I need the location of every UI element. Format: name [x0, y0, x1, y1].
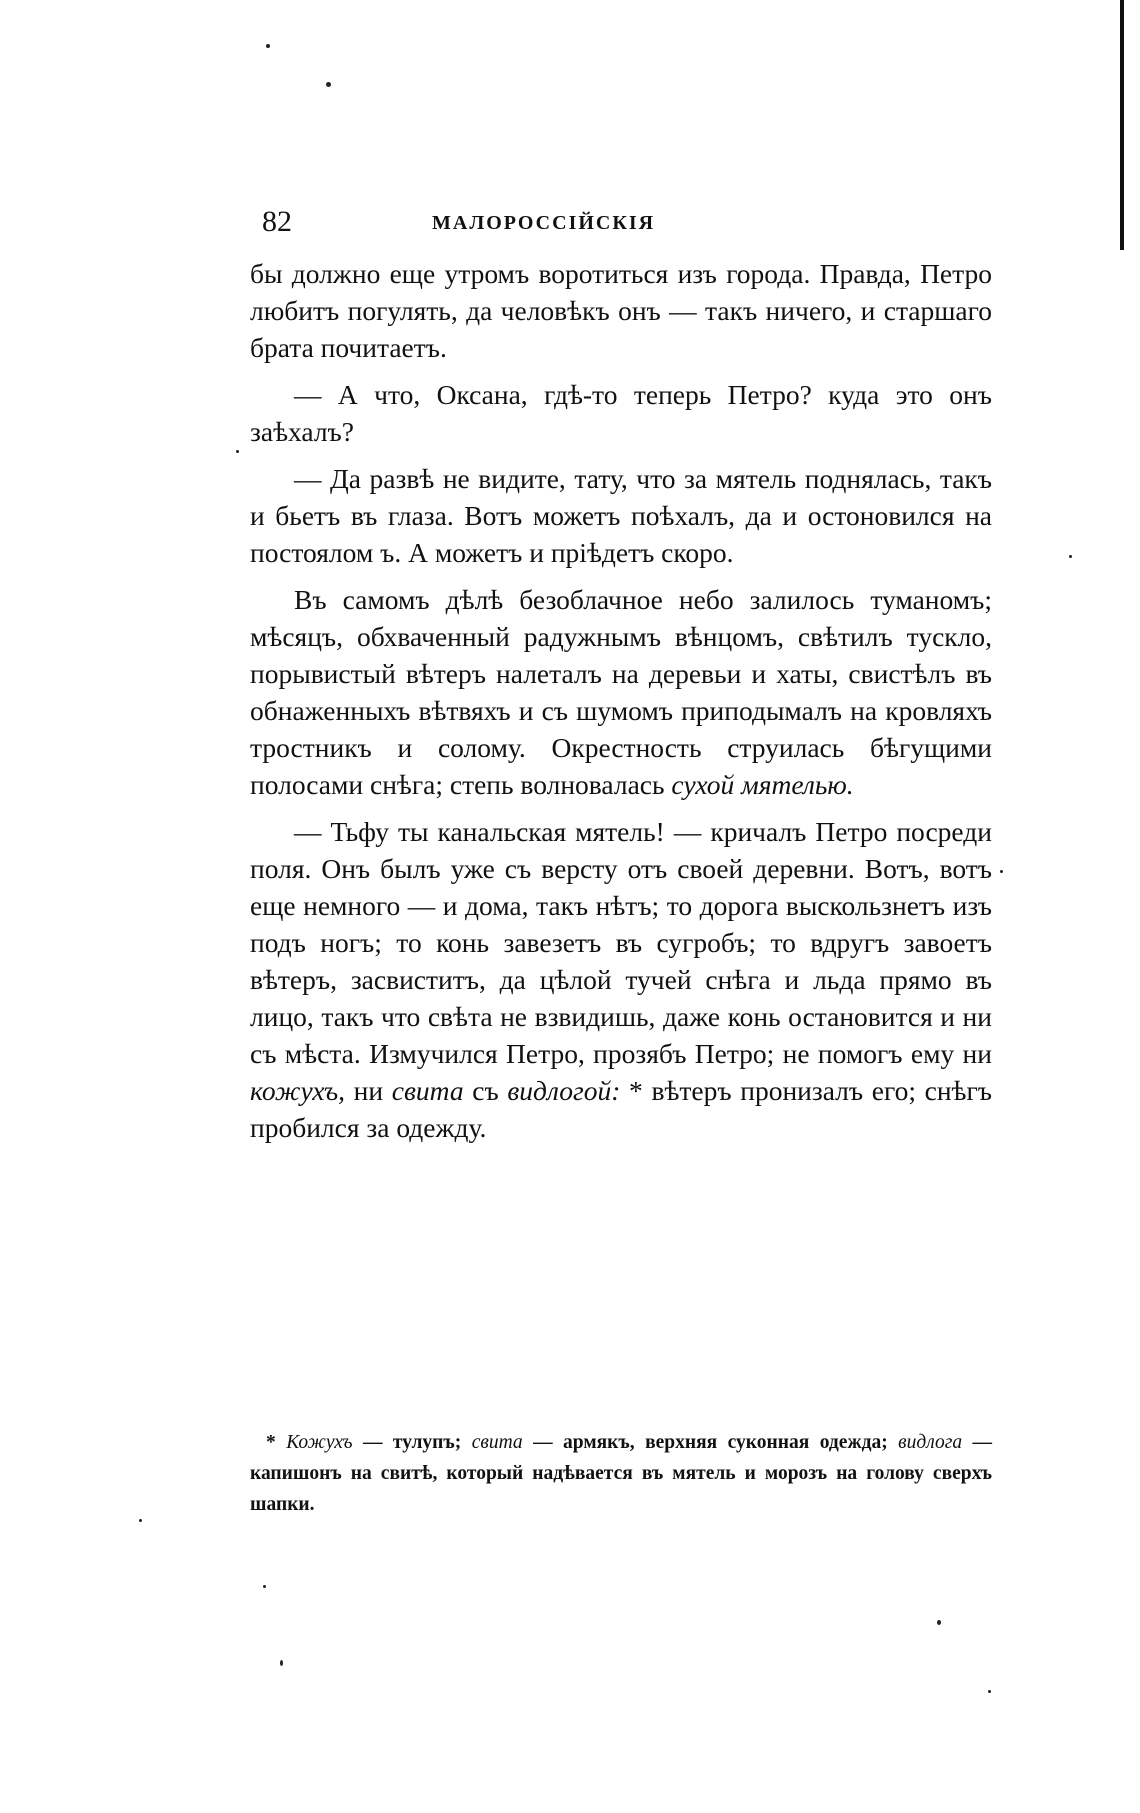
paragraph-5-text: — Тьфу ты канальская мятель! — кричалъ Петро посреди поля. Онъ былъ уже съ версту отъ своей деревни. Вотъ, вотъ еще немного — и дома, такъ нѣтъ; то дорога выскользнетъ изъ подъ ногъ; то конь завезетъ въ сугробъ; то вдругъ завоетъ вѣтеръ, засвиститъ, да цѣлой тучей снѣга и льда прямо въ лицо, такъ что свѣта не взвидишь, даже конь остановится и ни съ мѣста. Измучился Петро, прозябъ Петро; не помогъ ему ни	[250, 816, 992, 1069]
paragraph-1: бы должно еще утромъ воротиться изъ города. Правда, Петро любитъ погулять, да человѣкъ онъ — такъ ничего, и старшаго брата почитаетъ.	[250, 258, 992, 363]
paragraph-4-italic: сухой мятелью.	[671, 769, 854, 800]
scan-speck	[326, 82, 331, 87]
footnote-term: свита	[471, 1432, 523, 1453]
footnote-term: видлога	[898, 1432, 963, 1453]
footnote	[250, 1427, 992, 1520]
paragraph-4-text: Въ самомъ дѣлѣ безоблачное небо залилось туманомъ; мѣсяцъ, обхваченный радужнымъ вѣнцомъ, свѣтилъ тускло, порывистый вѣтеръ налеталъ на деревьи и хаты, свистѣлъ въ обнаженныхъ вѣтвяхъ и съ шумомъ приподымалъ на кровляхъ тростникъ и солому. Окрестность струилась бѣгущими полосами снѣга; степь волновалась	[250, 584, 992, 800]
footnote-marker: *	[266, 1432, 287, 1453]
scan-speck	[236, 450, 239, 453]
body-text	[250, 255, 992, 1156]
term-vidloga: видлогой:	[507, 1075, 621, 1106]
paragraph-5-text: ни	[344, 1075, 392, 1106]
paragraph-5-text: * вѣтеръ пронизалъ его; снѣгъ пробился за одежду.	[250, 1075, 992, 1143]
term-svita: свита	[391, 1075, 464, 1106]
paragraph-5-text: съ	[463, 1075, 508, 1106]
scan-speck	[280, 1660, 283, 1666]
paragraph-5	[250, 813, 992, 1146]
term-kozhukh: кожухъ,	[250, 1075, 345, 1106]
scan-speck	[266, 44, 270, 48]
page-header	[262, 200, 992, 244]
page-number: 82	[262, 205, 292, 238]
scan-speck	[139, 1519, 142, 1522]
paragraph-4	[250, 581, 992, 803]
scan-speck	[1069, 555, 1072, 558]
footnote-text: — армякъ, верхняя суконная одежда;	[522, 1432, 899, 1453]
scan-edge-line	[1120, 0, 1124, 250]
scan-speck	[988, 1690, 991, 1693]
footnote-text: — капишонъ на свитѣ, который надѣвается въ мятель и морозъ на голову сверхъ шапки.	[250, 1432, 993, 1515]
footnote-term: Кожухъ	[286, 1432, 353, 1453]
footnote-text: — тулупъ;	[352, 1432, 472, 1453]
paragraph-2: — А что, Оксана, гдѣ-то теперь Петро? куда это онъ заѣхалъ?	[250, 379, 992, 447]
scan-speck	[1000, 870, 1003, 873]
scan-speck	[937, 1620, 941, 1625]
scan-speck	[263, 1585, 266, 1588]
paragraph-3: — Да развѣ не видите, тату, что за мятель поднялась, такъ и бьетъ въ глаза. Вотъ можетъ поѣхалъ, да и остоновился на постоялом ъ. А можетъ и пріѣдетъ скоро.	[250, 463, 992, 568]
running-head: МАЛОРОССІЙСКІЯ	[432, 212, 656, 234]
